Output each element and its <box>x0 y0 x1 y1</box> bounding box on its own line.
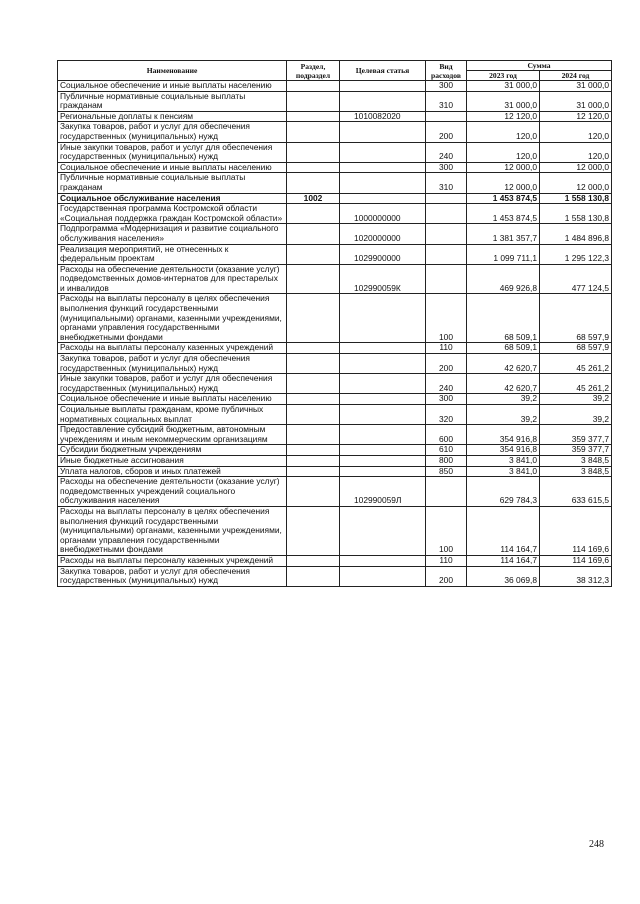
cell-name: Региональные доплаты к пенсиям <box>58 111 287 122</box>
cell-target: 102990059Л <box>340 477 426 507</box>
table-row <box>58 224 612 244</box>
cell-name: Предоставление субсидий бюджетным, автономным учреждениям и иным некоммерческим организациям <box>58 425 287 445</box>
cell-target <box>340 394 426 405</box>
table-row <box>58 204 612 224</box>
cell-2024: 38 312,3 <box>540 566 612 586</box>
cell-type <box>426 204 467 224</box>
cell-2024: 114 169,6 <box>540 506 612 555</box>
cell-2024: 359 377,7 <box>540 445 612 456</box>
cell-name: Публичные нормативные социальные выплаты гражданам <box>58 91 287 111</box>
table-row <box>58 81 612 92</box>
cell-section <box>287 405 340 425</box>
cell-2023: 31 000,0 <box>467 81 540 92</box>
cell-section <box>287 343 340 354</box>
cell-type <box>426 111 467 122</box>
table-row <box>58 405 612 425</box>
cell-type <box>426 477 467 507</box>
header-name: Наименование <box>58 61 287 81</box>
cell-target: 102990059К <box>340 264 426 294</box>
table-row <box>58 142 612 162</box>
cell-target <box>340 142 426 162</box>
cell-2024: 114 169,6 <box>540 555 612 566</box>
cell-target <box>340 566 426 586</box>
cell-type: 310 <box>426 91 467 111</box>
cell-type: 200 <box>426 354 467 374</box>
cell-type: 320 <box>426 405 467 425</box>
cell-2024: 477 124,5 <box>540 264 612 294</box>
cell-2023: 42 620,7 <box>467 374 540 394</box>
cell-target <box>340 374 426 394</box>
cell-target: 1010082020 <box>340 111 426 122</box>
cell-2024: 12 000,0 <box>540 162 612 173</box>
header-year-2023: 2023 год <box>467 71 540 81</box>
cell-name: Социальное обеспечение и иные выплаты населению <box>58 162 287 173</box>
cell-type: 600 <box>426 425 467 445</box>
cell-2024: 359 377,7 <box>540 425 612 445</box>
cell-section <box>287 566 340 586</box>
cell-name: Закупка товаров, работ и услуг для обеспечения государственных (муниципальных) нужд <box>58 354 287 374</box>
cell-2023: 31 000,0 <box>467 91 540 111</box>
cell-section <box>287 244 340 264</box>
cell-section <box>287 354 340 374</box>
table-row <box>58 343 612 354</box>
cell-section <box>287 455 340 466</box>
cell-name: Подпрограмма «Модернизация и развитие социального обслуживания населения» <box>58 224 287 244</box>
cell-2024: 31 000,0 <box>540 91 612 111</box>
table-row <box>58 122 612 142</box>
cell-name: Социальное обеспечение и иные выплаты населению <box>58 81 287 92</box>
cell-2023: 12 120,0 <box>467 111 540 122</box>
cell-section: 1002 <box>287 193 340 204</box>
cell-type: 610 <box>426 445 467 456</box>
cell-section <box>287 445 340 456</box>
cell-type: 100 <box>426 506 467 555</box>
cell-2023: 1 381 357,7 <box>467 224 540 244</box>
cell-section <box>287 374 340 394</box>
budget-table <box>57 60 612 587</box>
cell-2023: 354 916,8 <box>467 445 540 456</box>
cell-section <box>287 142 340 162</box>
table-body <box>58 81 612 587</box>
cell-section <box>287 294 340 343</box>
cell-target <box>340 455 426 466</box>
cell-2023: 12 000,0 <box>467 173 540 193</box>
cell-name: Иные бюджетные ассигнования <box>58 455 287 466</box>
header-sum: Сумма <box>467 61 612 71</box>
cell-section <box>287 204 340 224</box>
cell-target <box>340 173 426 193</box>
cell-name: Социальное обеспечение и иные выплаты населению <box>58 394 287 405</box>
cell-type: 240 <box>426 142 467 162</box>
cell-name: Социальные выплаты гражданам, кроме публичных нормативных социальных выплат <box>58 405 287 425</box>
table-row <box>58 394 612 405</box>
cell-2024: 1 484 896,8 <box>540 224 612 244</box>
cell-name: Иные закупки товаров, работ и услуг для обеспечения государственных (муниципальных) нужд <box>58 142 287 162</box>
cell-section <box>287 425 340 445</box>
cell-2023: 114 164,7 <box>467 555 540 566</box>
cell-target <box>340 343 426 354</box>
cell-target <box>340 405 426 425</box>
table-row <box>58 555 612 566</box>
cell-name: Публичные нормативные социальные выплаты гражданам <box>58 173 287 193</box>
page-number: 248 <box>589 839 604 850</box>
cell-section <box>287 162 340 173</box>
cell-target <box>340 555 426 566</box>
table-row <box>58 506 612 555</box>
cell-2024: 120,0 <box>540 122 612 142</box>
cell-name: Расходы на выплаты персоналу в целях обеспечения выполнения функций государственными (муниципальными) органами, казенными учреждениями, органами управления государственными внебюджетными фондами <box>58 506 287 555</box>
cell-target <box>340 162 426 173</box>
cell-2023: 120,0 <box>467 122 540 142</box>
cell-target <box>340 193 426 204</box>
cell-2023: 42 620,7 <box>467 354 540 374</box>
cell-2023: 354 916,8 <box>467 425 540 445</box>
header-year-2024: 2024 год <box>540 71 612 81</box>
table-row <box>58 264 612 294</box>
cell-name: Государственная программа Костромской области «Социальная поддержка граждан Костромской области» <box>58 204 287 224</box>
cell-2023: 629 784,3 <box>467 477 540 507</box>
cell-target <box>340 122 426 142</box>
cell-name: Уплата налогов, сборов и иных платежей <box>58 466 287 477</box>
cell-name: Расходы на выплаты персоналу казенных учреждений <box>58 555 287 566</box>
cell-2024: 45 261,2 <box>540 374 612 394</box>
cell-type <box>426 264 467 294</box>
cell-2024: 12 000,0 <box>540 173 612 193</box>
cell-type: 800 <box>426 455 467 466</box>
cell-type: 240 <box>426 374 467 394</box>
table-row <box>58 466 612 477</box>
table-header <box>58 61 612 81</box>
cell-section <box>287 394 340 405</box>
cell-name: Социальное обслуживание населения <box>58 193 287 204</box>
cell-2023: 68 509,1 <box>467 294 540 343</box>
cell-2023: 120,0 <box>467 142 540 162</box>
cell-name: Иные закупки товаров, работ и услуг для обеспечения государственных (муниципальных) нужд <box>58 374 287 394</box>
table-row <box>58 445 612 456</box>
table-row <box>58 193 612 204</box>
cell-2024: 1 558 130,8 <box>540 204 612 224</box>
cell-section <box>287 111 340 122</box>
cell-section <box>287 555 340 566</box>
cell-name: Расходы на выплаты персоналу в целях обеспечения выполнения функций государственными (муниципальными) органами, казенными учреждениями, органами управления государственными внебюджетными фондами <box>58 294 287 343</box>
header-type: Вид расходов <box>426 61 467 81</box>
table-row <box>58 244 612 264</box>
cell-2024: 68 597,9 <box>540 294 612 343</box>
cell-type: 300 <box>426 81 467 92</box>
cell-type: 300 <box>426 162 467 173</box>
cell-2023: 12 000,0 <box>467 162 540 173</box>
table-row <box>58 173 612 193</box>
header-target: Целевая статья <box>340 61 426 81</box>
cell-2024: 39,2 <box>540 405 612 425</box>
cell-target: 1000000000 <box>340 204 426 224</box>
cell-target: 1029900000 <box>340 244 426 264</box>
cell-target: 1020000000 <box>340 224 426 244</box>
cell-2024: 68 597,9 <box>540 343 612 354</box>
cell-name: Расходы на выплаты персоналу казенных учреждений <box>58 343 287 354</box>
cell-2024: 3 848,5 <box>540 466 612 477</box>
table-row <box>58 91 612 111</box>
cell-type: 200 <box>426 122 467 142</box>
cell-target <box>340 91 426 111</box>
cell-2023: 3 841,0 <box>467 455 540 466</box>
table-row <box>58 477 612 507</box>
cell-name: Расходы на обеспечение деятельности (оказание услуг) подведомственных домов-интернатов для престарелых и инвалидов <box>58 264 287 294</box>
cell-2023: 469 926,8 <box>467 264 540 294</box>
cell-section <box>287 477 340 507</box>
cell-target <box>340 294 426 343</box>
cell-target <box>340 354 426 374</box>
cell-2023: 1 453 874,5 <box>467 204 540 224</box>
cell-type: 110 <box>426 343 467 354</box>
cell-2023: 3 841,0 <box>467 466 540 477</box>
cell-2024: 1 558 130,8 <box>540 193 612 204</box>
table-row <box>58 354 612 374</box>
cell-section <box>287 173 340 193</box>
cell-name: Закупка товаров, работ и услуг для обеспечения государственных (муниципальных) нужд <box>58 122 287 142</box>
cell-section <box>287 264 340 294</box>
cell-2023: 1 099 711,1 <box>467 244 540 264</box>
cell-target <box>340 506 426 555</box>
cell-name: Закупка товаров, работ и услуг для обеспечения государственных (муниципальных) нужд <box>58 566 287 586</box>
cell-target <box>340 425 426 445</box>
header-section: Раздел, подраздел <box>287 61 340 81</box>
cell-target <box>340 466 426 477</box>
cell-2023: 68 509,1 <box>467 343 540 354</box>
cell-2024: 633 615,5 <box>540 477 612 507</box>
cell-type: 310 <box>426 173 467 193</box>
cell-2024: 39,2 <box>540 394 612 405</box>
cell-name: Реализация мероприятий, не отнесенных к федеральным проектам <box>58 244 287 264</box>
cell-2023: 114 164,7 <box>467 506 540 555</box>
cell-name: Субсидии бюджетным учреждениям <box>58 445 287 456</box>
cell-2024: 3 848,5 <box>540 455 612 466</box>
table-row <box>58 455 612 466</box>
cell-section <box>287 466 340 477</box>
cell-section <box>287 224 340 244</box>
cell-type <box>426 224 467 244</box>
table-row <box>58 111 612 122</box>
cell-section <box>287 91 340 111</box>
table-row <box>58 425 612 445</box>
table-row <box>58 294 612 343</box>
cell-type <box>426 244 467 264</box>
table-row <box>58 566 612 586</box>
cell-2024: 120,0 <box>540 142 612 162</box>
cell-type: 300 <box>426 394 467 405</box>
cell-2023: 39,2 <box>467 405 540 425</box>
cell-type: 850 <box>426 466 467 477</box>
cell-2024: 12 120,0 <box>540 111 612 122</box>
cell-target <box>340 445 426 456</box>
cell-type: 200 <box>426 566 467 586</box>
cell-2024: 45 261,2 <box>540 354 612 374</box>
cell-type: 100 <box>426 294 467 343</box>
cell-section <box>287 81 340 92</box>
cell-type <box>426 193 467 204</box>
cell-2023: 36 069,8 <box>467 566 540 586</box>
table-row <box>58 162 612 173</box>
cell-type: 110 <box>426 555 467 566</box>
cell-target <box>340 81 426 92</box>
cell-2024: 31 000,0 <box>540 81 612 92</box>
table-row <box>58 374 612 394</box>
cell-name: Расходы на обеспечение деятельности (оказание услуг) подведомственных учреждений социального обслуживания населения <box>58 477 287 507</box>
cell-2023: 39,2 <box>467 394 540 405</box>
cell-2024: 1 295 122,3 <box>540 244 612 264</box>
cell-section <box>287 506 340 555</box>
cell-2023: 1 453 874,5 <box>467 193 540 204</box>
cell-section <box>287 122 340 142</box>
